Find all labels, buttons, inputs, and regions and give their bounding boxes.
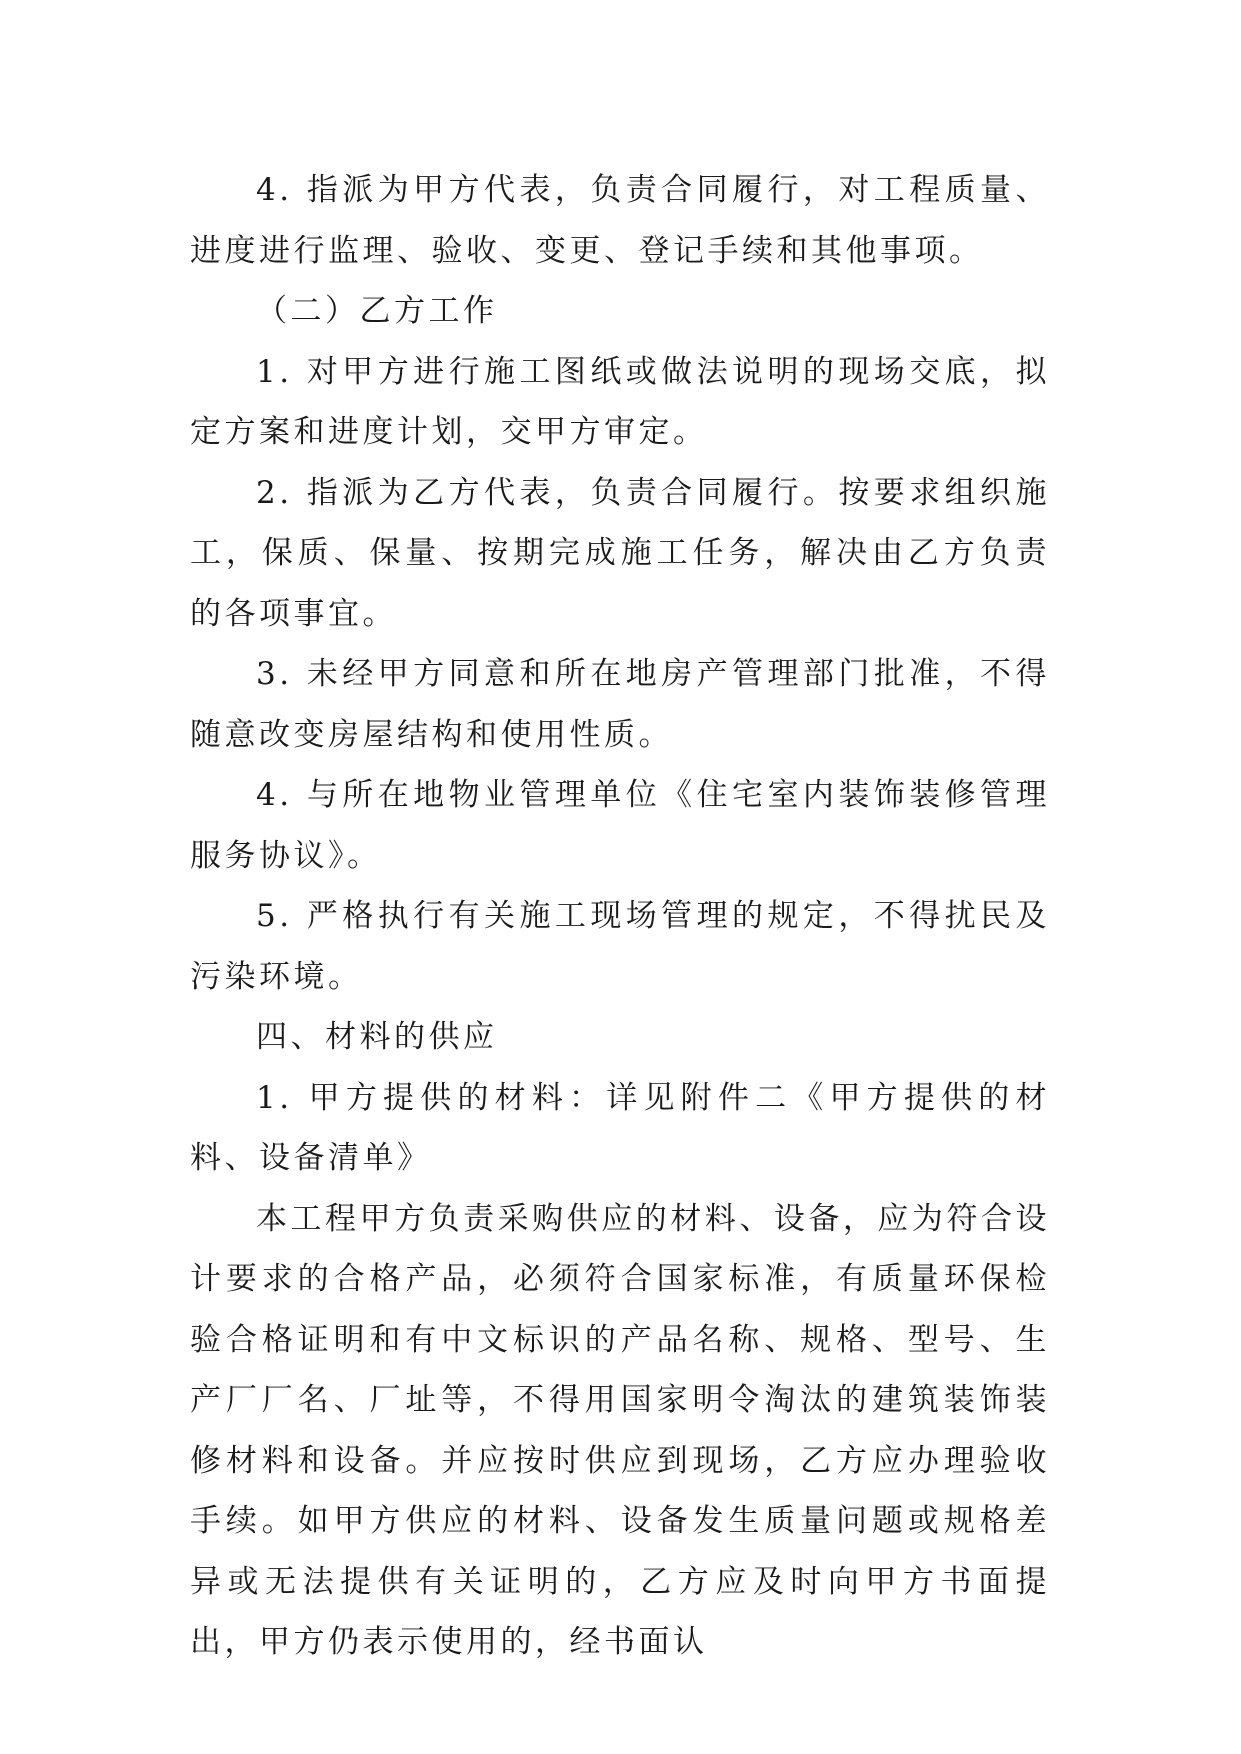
paragraph-site-management: 5. 严格执行有关施工现场管理的规定，不得扰民及污染环境。 <box>190 898 1050 995</box>
section-heading-party-b-work: （二）乙方工作 <box>256 293 498 329</box>
paragraph-party-b-representative: 2. 指派为乙方代表，负责合同履行。按要求组织施工，保质、保量、按期完成施工任务，解决由乙方负责的各项事宜。 <box>190 474 1050 632</box>
paragraph-party-a-representative: 4. 指派为甲方代表，负责合同履行，对工程质量、进度进行监理、验收、变更、登记手续和其他事项。 <box>190 172 1050 269</box>
document-body <box>190 160 1050 1673</box>
section-heading-material-supply: 四、材料的供应 <box>256 1019 498 1055</box>
paragraph-structure-change: 3. 未经甲方同意和所在地房产管理部门批准，不得随意改变房屋结构和使用性质。 <box>190 656 1050 753</box>
paragraph-material-requirements: 本工程甲方负责采购供应的材料、设备，应为符合设计要求的合格产品，必须符合国家标准，有质量环保检验合格证明和有中文标识的产品名称、规格、型号、生产厂厂名、厂址等，不得用国家明令淘汰的建筑装饰装修材料和设备。并应按时供应到现场，乙方应办理验收手续。如甲方供应的材料、设备发生质量问题或规格差异或无法提供有关证明的，乙方应及时向甲方书面提出，甲方仍表示使用的，经书面认 <box>190 1200 1050 1660</box>
paragraph-party-a-materials: 1. 甲方提供的材料：详见附件二《甲方提供的材料、设备清单》 <box>190 1079 1050 1176</box>
paragraph-property-agreement: 4. 与所在地物业管理单位《住宅室内装饰装修管理服务协议》。 <box>190 777 1050 874</box>
paragraph-site-briefing: 1. 对甲方进行施工图纸或做法说明的现场交底，拟定方案和进度计划，交甲方审定。 <box>190 353 1050 450</box>
